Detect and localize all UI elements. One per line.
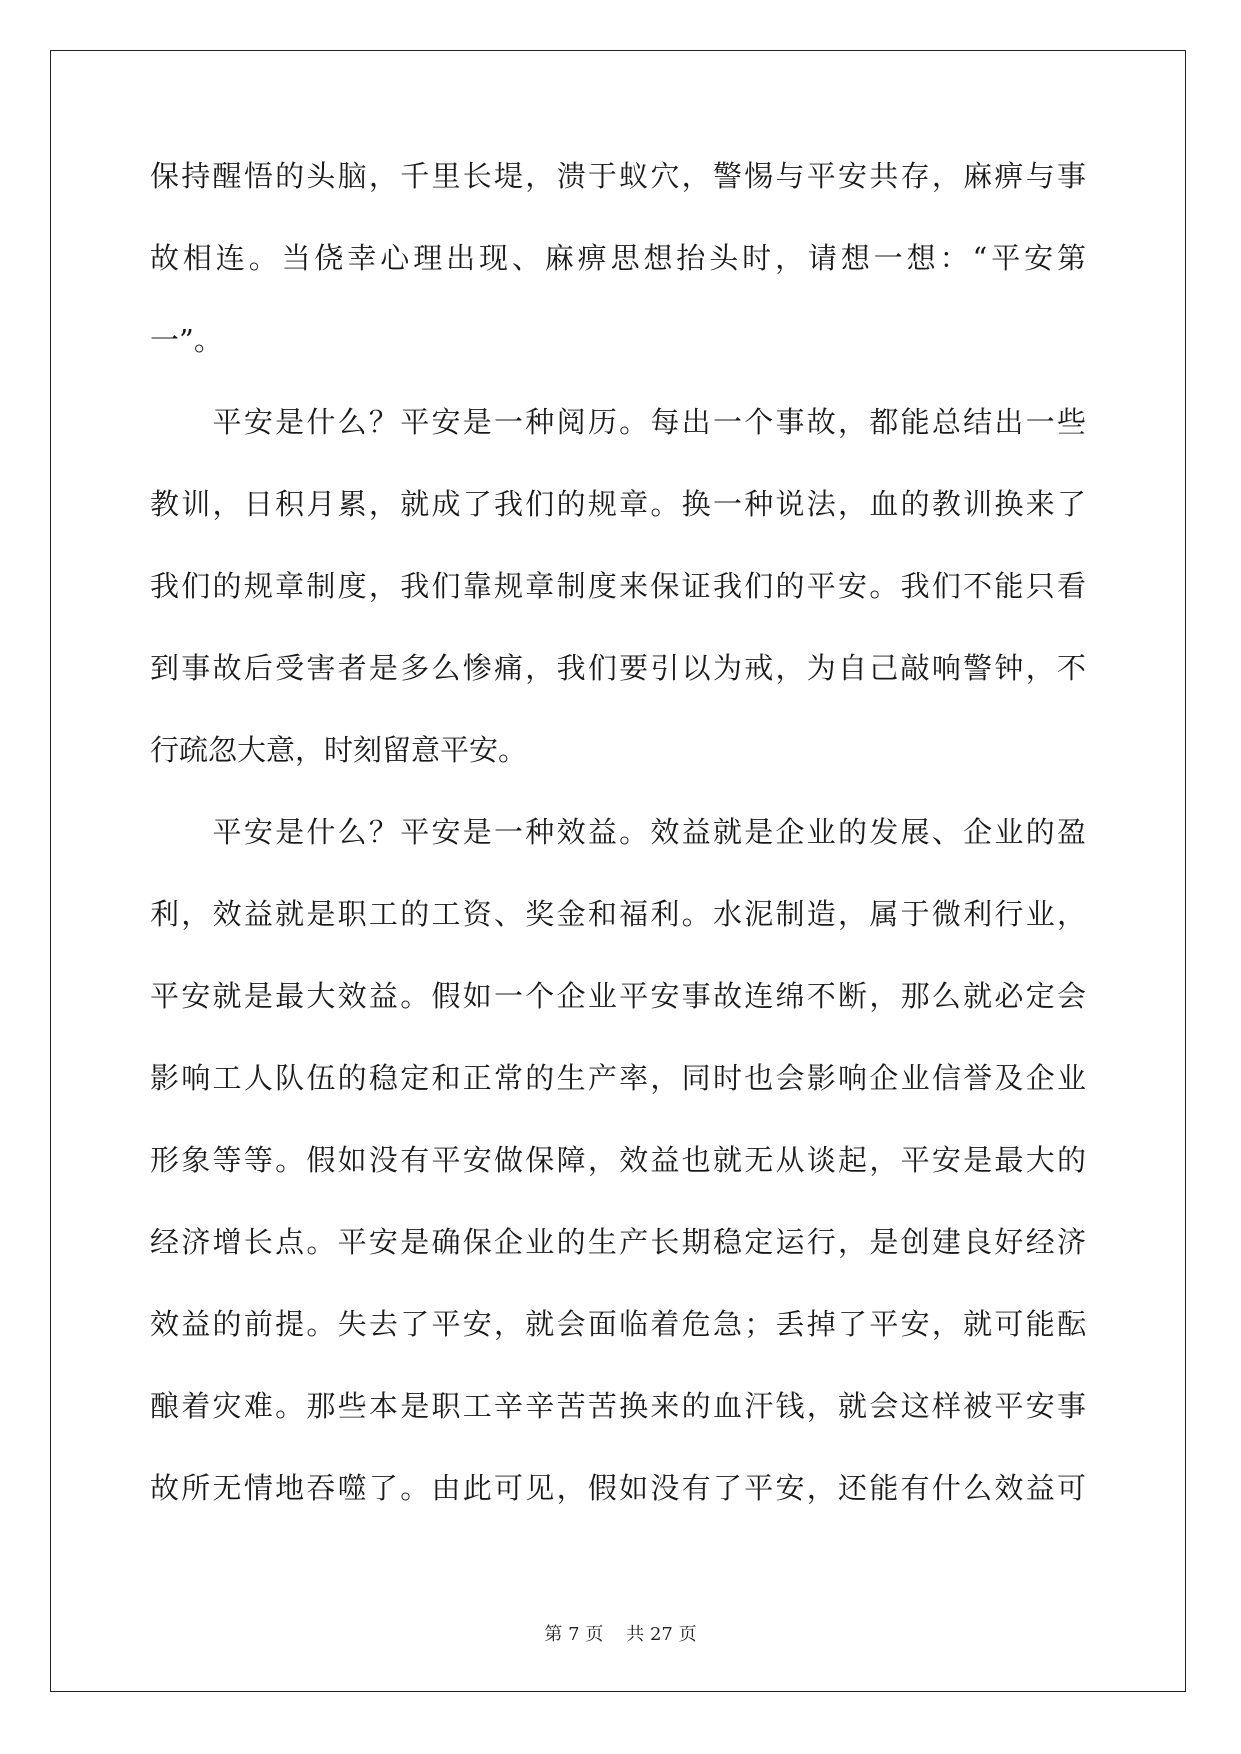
text-line: 平安是什么？平安是一种效益。效益就是企业的发展、企业的盈 <box>150 816 1086 849</box>
page-footer <box>0 1620 1241 1646</box>
text-line: 教训，日积月累，就成了我们的规章。换一种说法，血的教训换来了 <box>150 488 1086 521</box>
text-line: 平安就是最大效益。假如一个企业平安事故连绵不断，那么就必定会 <box>150 980 1086 1013</box>
text-line: 经济增长点。平安是确保企业的生产长期稳定运行，是创建良好经济 <box>150 1226 1086 1259</box>
text-line: 我们的规章制度，我们靠规章制度来保证我们的平安。我们不能只看 <box>150 570 1086 603</box>
text-line: 酿着灾难。那些本是职工辛辛苦苦换来的血汗钱，就会这样被平安事 <box>150 1390 1086 1423</box>
text-line: 保持醒悟的头脑，千里长堤，溃于蚁穴，警惕与平安共存，麻痹与事 <box>150 160 1086 193</box>
text-line: 影响工人队伍的稳定和正常的生产率，同时也会影响企业信誉及企业 <box>150 1062 1086 1095</box>
text-line: 故所无情地吞噬了。由此可见，假如没有了平安，还能有什么效益可 <box>150 1472 1086 1505</box>
text-line: 到事故后受害者是多么惨痛，我们要引以为戒，为自己敲响警钟，不 <box>150 652 1086 685</box>
text-line: 故相连。当侥幸心理出现、麻痹思想抬头时，请想一想：“平安第 <box>150 242 1086 275</box>
page-number: 第 7 页 <box>544 1624 604 1645</box>
text-line: 效益的前提。失去了平安，就会面临着危急；丢掉了平安，就可能酝 <box>150 1308 1086 1341</box>
document-body <box>150 160 1086 1554</box>
text-line: 一”。 <box>150 324 223 357</box>
page-total: 共 27 页 <box>626 1624 697 1645</box>
text-line: 行疏忽大意，时刻留意平安。 <box>150 734 528 767</box>
text-line: 形象等等。假如没有平安做保障，效益也就无从谈起，平安是最大的 <box>150 1144 1086 1177</box>
text-line: 平安是什么？平安是一种阅历。每出一个事故，都能总结出一些 <box>150 406 1086 439</box>
text-line: 利，效益就是职工的工资、奖金和福利。水泥制造，属于微利行业， <box>150 898 1086 931</box>
